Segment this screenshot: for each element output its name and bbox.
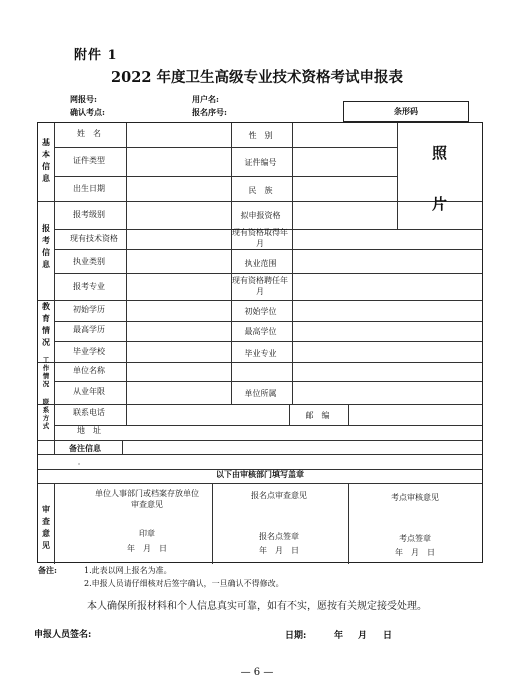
- review-col2-date: 年 月 日: [259, 546, 299, 555]
- label-gender: 性 别: [248, 131, 273, 140]
- note-2: 2.申报人员请仔细核对后签字确认，一旦确认不得修改。: [84, 579, 284, 588]
- label-apply-quali: 拟申报资格: [240, 211, 281, 220]
- label-first-degree: 初始学位: [244, 307, 277, 316]
- label-practice-scope: 执业范围: [244, 259, 277, 268]
- label-remarks: 备注信息: [69, 443, 101, 453]
- review-col2-stamp: 报名点签章: [259, 532, 299, 541]
- username-label: 用户名:: [192, 94, 219, 104]
- label-grad-major: 毕业专业: [244, 349, 277, 358]
- net-no-label: 网报号:: [70, 94, 97, 104]
- section-exam: 报考信息: [42, 223, 50, 269]
- dot-mark: ·: [77, 460, 81, 469]
- attachment-label: 附件 1: [74, 48, 118, 63]
- label-current-quali: 现有技术资格: [70, 234, 118, 243]
- label-quali-year: 现有资格取得年月: [232, 228, 288, 248]
- signature-label: 申报人员签名:: [34, 630, 92, 640]
- label-birth: 出生日期: [73, 184, 105, 193]
- declaration: 本人确保所报材料和个人信息真实可靠，如有不实，愿按有关规定接受处理。: [87, 601, 427, 612]
- label-first-edu: 初始学历: [73, 305, 105, 314]
- review-col3-stamp: 考点签章: [399, 534, 431, 543]
- label-practice-type: 执业类别: [73, 257, 105, 266]
- note-1: 1.此表以网上报名为准。: [84, 566, 172, 575]
- review-col3-date: 年 月 日: [395, 548, 435, 557]
- review-col1-date: 年 月 日: [127, 544, 167, 553]
- signature-day: 日: [383, 631, 393, 641]
- label-ethnic: 民 族: [248, 186, 273, 195]
- photo-char-1: 照: [432, 144, 448, 162]
- barcode-box: 条形码: [343, 101, 469, 122]
- signature-date-label: 日期:: [285, 631, 307, 641]
- label-top-degree: 最高学位: [244, 327, 277, 336]
- label-id-no: 证件编号: [244, 158, 277, 167]
- label-school: 毕业学校: [73, 347, 105, 356]
- photo-char-2: 片: [432, 195, 448, 213]
- section-work: 工作情况: [42, 356, 50, 388]
- label-postcode: 邮 编: [305, 411, 330, 420]
- review-col3-title: 考点审核意见: [391, 493, 439, 502]
- label-appoint-year: 现有资格聘任年月: [232, 276, 288, 296]
- label-unit-area: 单位所属: [244, 389, 277, 398]
- section-edu: 教育情况: [42, 301, 50, 347]
- label-address: 地 址: [77, 426, 101, 435]
- review-col1-stamp: 印章: [139, 529, 155, 538]
- confirm-site-label: 确认考点:: [70, 107, 105, 117]
- label-name: 姓 名: [77, 129, 101, 138]
- section-contact: 联系方式: [42, 398, 50, 430]
- review-col1-title: 单位人事部门或档案存放单位审查意见: [95, 489, 199, 509]
- section-basic: 基本信息: [42, 137, 50, 183]
- signature-year: 年: [334, 631, 344, 641]
- label-top-edu: 最高学历: [73, 325, 105, 334]
- label-level: 报考级别: [73, 210, 105, 219]
- seq-no-label: 报名序号:: [192, 107, 227, 117]
- signature-month: 月: [358, 631, 368, 641]
- section-review: 审查意见: [42, 504, 50, 550]
- label-phone: 联系电话: [73, 408, 105, 417]
- review-col2-title: 报名点审查意见: [251, 491, 307, 500]
- label-unit-name: 单位名称: [73, 366, 105, 375]
- form-title: 2022 年度卫生高级专业技术资格考试申报表: [111, 69, 403, 86]
- label-major: 报考专业: [73, 282, 105, 291]
- notes-label: 备注:: [38, 565, 57, 575]
- label-work-years: 从业年限: [73, 387, 105, 396]
- label-id-type: 证件类型: [73, 156, 105, 165]
- page-number: — 6 —: [240, 667, 274, 678]
- review-header: 以下由审核部门填写盖章: [216, 469, 304, 479]
